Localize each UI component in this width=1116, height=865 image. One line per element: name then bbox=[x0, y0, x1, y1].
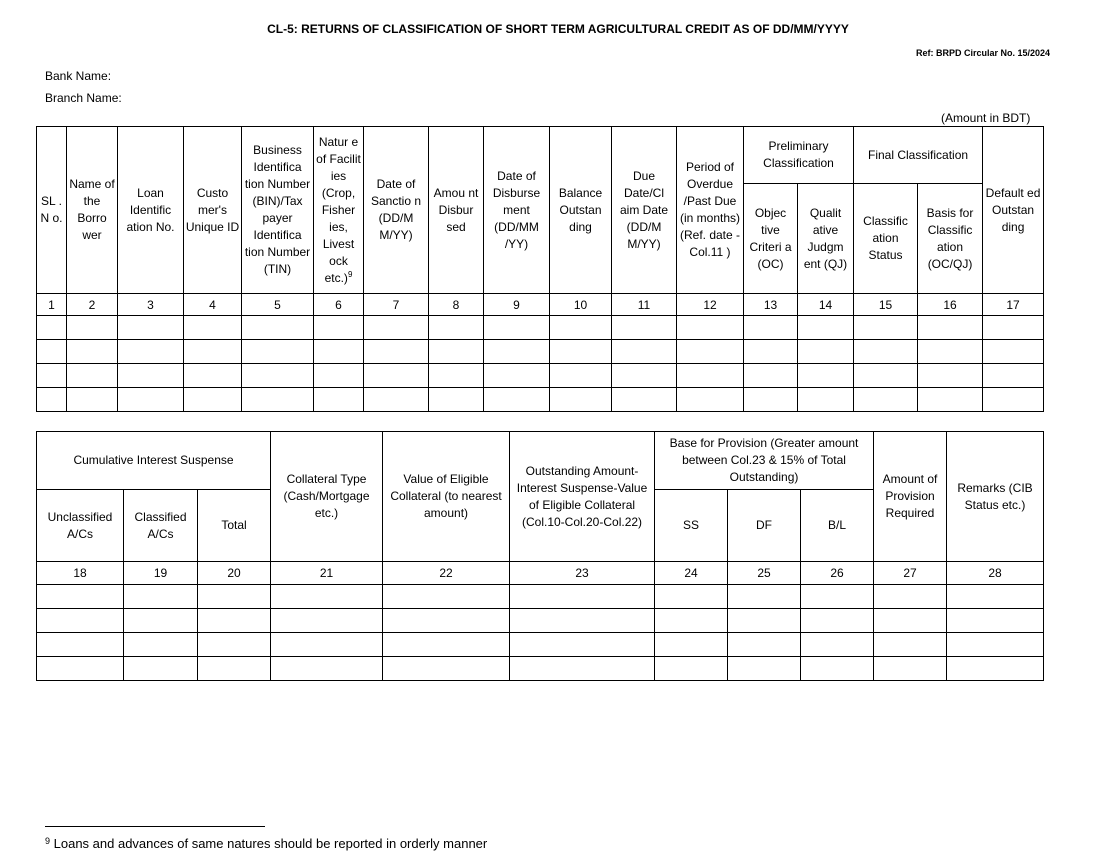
column-number: 20 bbox=[198, 562, 271, 585]
empty-cell[interactable] bbox=[271, 609, 383, 633]
empty-cell[interactable] bbox=[383, 609, 510, 633]
column-number: 17 bbox=[983, 294, 1044, 316]
header-loan-id: Loan Identific ation No. bbox=[118, 127, 184, 294]
empty-cell[interactable] bbox=[67, 388, 118, 412]
table-row bbox=[37, 316, 1044, 340]
empty-cell[interactable] bbox=[947, 585, 1044, 609]
empty-cell[interactable] bbox=[124, 657, 198, 681]
circular-reference: Ref: BRPD Circular No. 15/2024 bbox=[915, 48, 1050, 58]
empty-cell[interactable] bbox=[124, 585, 198, 609]
header-base-for-provision: Base for Provision (Greater amount between Col.23 & 15% of Total Outstanding) bbox=[655, 432, 874, 490]
header-bl: B/L bbox=[801, 490, 874, 562]
empty-cell[interactable] bbox=[947, 657, 1044, 681]
empty-cell[interactable] bbox=[198, 633, 271, 657]
header-total: Total bbox=[198, 490, 271, 562]
column-number: 18 bbox=[37, 562, 124, 585]
empty-cell[interactable] bbox=[947, 609, 1044, 633]
column-number: 1 bbox=[37, 294, 67, 316]
column-number: 26 bbox=[801, 562, 874, 585]
empty-cell[interactable] bbox=[198, 609, 271, 633]
empty-cell[interactable] bbox=[37, 316, 67, 340]
header-overdue-period: Period of Overdue /Past Due (in months) (Ref. date - Col.11 ) bbox=[677, 127, 744, 294]
empty-cell[interactable] bbox=[383, 633, 510, 657]
empty-cell[interactable] bbox=[364, 316, 429, 340]
empty-cell[interactable] bbox=[37, 609, 124, 633]
empty-cell[interactable] bbox=[198, 585, 271, 609]
empty-cell[interactable] bbox=[124, 609, 198, 633]
empty-cell[interactable] bbox=[242, 388, 314, 412]
empty-cell[interactable] bbox=[184, 388, 242, 412]
branch-name-label: Branch Name: bbox=[45, 91, 122, 105]
empty-cell[interactable] bbox=[550, 316, 612, 340]
empty-cell[interactable] bbox=[118, 388, 184, 412]
header-borrower-name: Name of the Borro wer bbox=[67, 127, 118, 294]
empty-cell[interactable] bbox=[124, 633, 198, 657]
empty-cell[interactable] bbox=[550, 364, 612, 388]
column-number: 21 bbox=[271, 562, 383, 585]
empty-cell[interactable] bbox=[242, 364, 314, 388]
column-number: 10 bbox=[550, 294, 612, 316]
empty-cell[interactable] bbox=[510, 585, 655, 609]
header-amount-disbursed: Amou nt Disbur sed bbox=[429, 127, 484, 294]
empty-cell[interactable] bbox=[242, 316, 314, 340]
empty-cell[interactable] bbox=[67, 340, 118, 364]
empty-cell[interactable] bbox=[728, 633, 801, 657]
empty-cell[interactable] bbox=[983, 340, 1044, 364]
empty-cell[interactable] bbox=[918, 340, 983, 364]
bank-name-label: Bank Name: bbox=[45, 69, 112, 83]
empty-cell[interactable] bbox=[612, 388, 677, 412]
empty-cell[interactable] bbox=[612, 364, 677, 388]
empty-cell[interactable] bbox=[677, 340, 744, 364]
empty-cell[interactable] bbox=[918, 364, 983, 388]
empty-cell[interactable] bbox=[947, 633, 1044, 657]
empty-cell[interactable] bbox=[314, 364, 364, 388]
empty-cell[interactable] bbox=[37, 340, 67, 364]
column-number: 9 bbox=[484, 294, 550, 316]
empty-cell[interactable] bbox=[728, 657, 801, 681]
empty-cell[interactable] bbox=[364, 388, 429, 412]
empty-cell[interactable] bbox=[983, 388, 1044, 412]
header-provision-required: Amount of Provision Required bbox=[874, 432, 947, 562]
empty-cell[interactable] bbox=[37, 388, 67, 412]
column-number: 13 bbox=[744, 294, 798, 316]
empty-cell[interactable] bbox=[854, 340, 918, 364]
column-number: 22 bbox=[383, 562, 510, 585]
header-df: DF bbox=[728, 490, 801, 562]
empty-cell[interactable] bbox=[314, 316, 364, 340]
nature-of-facilities-text: Natur e of Facilit ies (Crop, Fisher ies, Livest ock etc.) bbox=[316, 134, 361, 285]
empty-cell[interactable] bbox=[484, 340, 550, 364]
column-number: 16 bbox=[918, 294, 983, 316]
table-row bbox=[37, 585, 1044, 609]
empty-cell[interactable] bbox=[118, 316, 184, 340]
empty-cell[interactable] bbox=[744, 364, 798, 388]
empty-cell[interactable] bbox=[612, 340, 677, 364]
empty-cell[interactable] bbox=[314, 340, 364, 364]
empty-cell[interactable] bbox=[67, 316, 118, 340]
empty-cell[interactable] bbox=[874, 657, 947, 681]
empty-cell[interactable] bbox=[271, 633, 383, 657]
empty-cell[interactable] bbox=[510, 609, 655, 633]
table-row bbox=[37, 388, 1044, 412]
empty-cell[interactable] bbox=[364, 364, 429, 388]
empty-cell[interactable] bbox=[798, 340, 854, 364]
header-objective-criteria: Objec tive Criteri a (OC) bbox=[744, 184, 798, 294]
header-due-date: Due Date/Cl aim Date (DD/M M/YY) bbox=[612, 127, 677, 294]
empty-cell[interactable] bbox=[677, 364, 744, 388]
column-number: 2 bbox=[67, 294, 118, 316]
empty-cell[interactable] bbox=[184, 316, 242, 340]
column-number: 8 bbox=[429, 294, 484, 316]
empty-cell[interactable] bbox=[854, 388, 918, 412]
header-final-classification: Final Classification bbox=[854, 127, 983, 184]
form-title: CL-5: RETURNS OF CLASSIFICATION OF SHORT TERM AGRICULTURAL CREDIT AS OF DD/MM/YYYY bbox=[267, 22, 849, 36]
empty-cell[interactable] bbox=[612, 316, 677, 340]
empty-cell[interactable] bbox=[37, 364, 67, 388]
empty-cell[interactable] bbox=[728, 585, 801, 609]
header-defaulted-outstanding: Default ed Outstan ding bbox=[983, 127, 1044, 294]
empty-cell[interactable] bbox=[798, 364, 854, 388]
empty-cell[interactable] bbox=[655, 585, 728, 609]
header-customer-id: Custo mer's Unique ID bbox=[184, 127, 242, 294]
column-number-row bbox=[37, 562, 1044, 585]
column-number-row bbox=[37, 294, 1044, 316]
empty-cell[interactable] bbox=[798, 388, 854, 412]
header-remarks: Remarks (CIB Status etc.) bbox=[947, 432, 1044, 562]
header-sanction-date: Date of Sanctio n (DD/M M/YY) bbox=[364, 127, 429, 294]
column-number: 25 bbox=[728, 562, 801, 585]
classification-table bbox=[36, 126, 1044, 412]
table-row bbox=[37, 364, 1044, 388]
empty-cell[interactable] bbox=[118, 364, 184, 388]
empty-cell[interactable] bbox=[184, 364, 242, 388]
table-row bbox=[37, 340, 1044, 364]
column-number: 3 bbox=[118, 294, 184, 316]
empty-cell[interactable] bbox=[429, 316, 484, 340]
header-classification-basis: Basis for Classific ation (OC/QJ) bbox=[918, 184, 983, 294]
empty-cell[interactable] bbox=[118, 340, 184, 364]
column-number: 28 bbox=[947, 562, 1044, 585]
empty-cell[interactable] bbox=[874, 585, 947, 609]
header-net-outstanding: Outstanding Amount-Interest Suspense-Value of Eligible Collateral (Col.10-Col.20-Col.22) bbox=[510, 432, 655, 562]
empty-cell[interactable] bbox=[271, 657, 383, 681]
empty-cell[interactable] bbox=[67, 364, 118, 388]
empty-cell[interactable] bbox=[271, 585, 383, 609]
header-bin-tin: Business Identifica tion Number (BIN)/Tax payer Identifica tion Number (TIN) bbox=[242, 127, 314, 294]
empty-cell[interactable] bbox=[242, 340, 314, 364]
empty-cell[interactable] bbox=[37, 585, 124, 609]
column-number: 4 bbox=[184, 294, 242, 316]
empty-cell[interactable] bbox=[37, 657, 124, 681]
empty-cell[interactable] bbox=[918, 316, 983, 340]
table-row bbox=[37, 633, 1044, 657]
empty-cell[interactable] bbox=[314, 388, 364, 412]
empty-cell[interactable] bbox=[184, 340, 242, 364]
footnote bbox=[45, 836, 487, 851]
table-row bbox=[37, 657, 1044, 681]
column-number: 15 bbox=[854, 294, 918, 316]
column-number: 24 bbox=[655, 562, 728, 585]
column-number: 23 bbox=[510, 562, 655, 585]
empty-cell[interactable] bbox=[801, 657, 874, 681]
footnote-marker: 9 bbox=[347, 269, 353, 279]
column-number: 14 bbox=[798, 294, 854, 316]
empty-cell[interactable] bbox=[874, 633, 947, 657]
empty-cell[interactable] bbox=[744, 316, 798, 340]
footnote-separator bbox=[45, 826, 265, 827]
empty-cell[interactable] bbox=[655, 609, 728, 633]
provision-table bbox=[36, 431, 1044, 681]
empty-cell[interactable] bbox=[918, 388, 983, 412]
empty-cell[interactable] bbox=[383, 657, 510, 681]
empty-cell[interactable] bbox=[484, 364, 550, 388]
empty-cell[interactable] bbox=[655, 657, 728, 681]
empty-cell[interactable] bbox=[801, 609, 874, 633]
column-number: 27 bbox=[874, 562, 947, 585]
footnote-number: 9 bbox=[45, 836, 51, 846]
footnote-text: Loans and advances of same natures should be reported in orderly manner bbox=[53, 836, 488, 851]
header-qualitative-judgment: Qualit ative Judgm ent (QJ) bbox=[798, 184, 854, 294]
empty-cell[interactable] bbox=[728, 609, 801, 633]
empty-cell[interactable] bbox=[744, 388, 798, 412]
empty-cell[interactable] bbox=[854, 364, 918, 388]
amount-unit-note: (Amount in BDT) bbox=[941, 111, 1031, 125]
empty-cell[interactable] bbox=[37, 633, 124, 657]
empty-cell[interactable] bbox=[364, 340, 429, 364]
empty-cell[interactable] bbox=[198, 657, 271, 681]
empty-cell[interactable] bbox=[429, 364, 484, 388]
header-balance-outstanding: Balance Outstan ding bbox=[550, 127, 612, 294]
column-number: 11 bbox=[612, 294, 677, 316]
header-classified-acs: Classified A/Cs bbox=[124, 490, 198, 562]
header-eligible-collateral-value: Value of Eligible Collateral (to nearest amount) bbox=[383, 432, 510, 562]
column-number: 7 bbox=[364, 294, 429, 316]
empty-cell[interactable] bbox=[510, 633, 655, 657]
header-classification-status: Classific ation Status bbox=[854, 184, 918, 294]
empty-cell[interactable] bbox=[510, 657, 655, 681]
empty-cell[interactable] bbox=[655, 633, 728, 657]
column-number: 19 bbox=[124, 562, 198, 585]
header-cumulative-interest-suspense: Cumulative Interest Suspense bbox=[37, 432, 271, 490]
empty-cell[interactable] bbox=[484, 316, 550, 340]
header-preliminary-classification: Preliminary Classification bbox=[744, 127, 854, 184]
header-collateral-type: Collateral Type (Cash/Mortgage etc.) bbox=[271, 432, 383, 562]
empty-cell[interactable] bbox=[383, 585, 510, 609]
empty-cell[interactable] bbox=[484, 388, 550, 412]
empty-cell[interactable] bbox=[801, 585, 874, 609]
empty-cell[interactable] bbox=[854, 316, 918, 340]
header-ss: SS bbox=[655, 490, 728, 562]
header-disbursement-date: Date of Disburse ment (DD/MM /YY) bbox=[484, 127, 550, 294]
empty-cell[interactable] bbox=[983, 364, 1044, 388]
empty-cell[interactable] bbox=[744, 340, 798, 364]
empty-cell[interactable] bbox=[429, 340, 484, 364]
empty-cell[interactable] bbox=[429, 388, 484, 412]
empty-cell[interactable] bbox=[798, 316, 854, 340]
header-sl-no: SL . N o. bbox=[37, 127, 67, 294]
empty-cell[interactable] bbox=[550, 340, 612, 364]
empty-cell[interactable] bbox=[677, 316, 744, 340]
header-unclassified-acs: Unclassified A/Cs bbox=[37, 490, 124, 562]
column-number: 12 bbox=[677, 294, 744, 316]
empty-cell[interactable] bbox=[550, 388, 612, 412]
table-row bbox=[37, 609, 1044, 633]
empty-cell[interactable] bbox=[801, 633, 874, 657]
empty-cell[interactable] bbox=[983, 316, 1044, 340]
header-nature-of-facilities bbox=[314, 127, 364, 294]
column-number: 5 bbox=[242, 294, 314, 316]
empty-cell[interactable] bbox=[677, 388, 744, 412]
empty-cell[interactable] bbox=[874, 609, 947, 633]
column-number: 6 bbox=[314, 294, 364, 316]
